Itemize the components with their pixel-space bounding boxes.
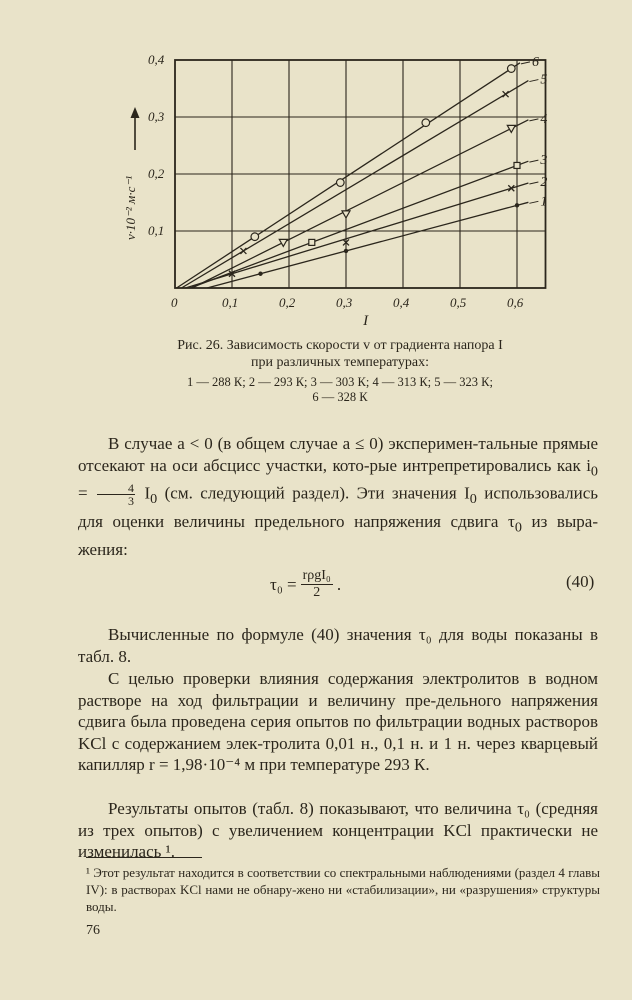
y-tick-label: 0,4 [148, 55, 165, 67]
y-tick-label: 0,2 [148, 166, 165, 181]
legend-line-1: 1 — 288 К; 2 — 293 К; 3 — 303 К; 4 — 313 К; 5 — 323 К; [187, 375, 493, 389]
y-tick-label: 0,1 [148, 223, 165, 238]
formula-40: τ₀ = $\frac{\text{rρgI₀}}{2}$ . [270, 568, 342, 600]
formula-fraction: $\frac{\text{rρgI₀}}{2}$ [302, 568, 331, 600]
y-arrow-head [131, 107, 140, 118]
paragraph-4: Результаты опытов (табл. 8) показывают, что величина τ₀ (средняя из трех опытов) с увеличением концентрации KCl практически не изменилась ¹. [78, 799, 598, 861]
velocity-gradient-chart [100, 55, 560, 330]
x-tick-label: 0,4 [393, 295, 410, 310]
marker-dot [515, 203, 519, 207]
marker-dot [258, 272, 262, 276]
series-leader [529, 80, 538, 82]
paragraph-1: В случае a < 0 (в общем случае a ≤ 0) эксперимен-тальные прямые отсекают на оси абсцисс участки, кото-рые интрепретировались как $i_0$ = $\frac{4}{3}$ $I_0$ (см. следующий раздел). Эти значения $I_0$ использовались для оценки величины предельного напряжения сдвига $\tau_0$ из выра-жения: [78, 434, 599, 559]
series-leader [529, 160, 538, 162]
series-leader [529, 119, 538, 121]
series-label-2: 2 [540, 175, 548, 191]
marker-triangle [279, 239, 287, 246]
marker-triangle [342, 211, 350, 218]
paragraph-3: С целью проверки влияния содержания электролитов в водном растворе на ход фильтрации и величину пре-дельного напряжения сдвига была проведена серия опытов по фильтрации водных растворов KCl с содержанием элек-тролита 0,01 н., 0,1 н. и 1 н. через кварцевый капилляр r = 1,98·10⁻⁴ м при температуре 293 К. [78, 669, 598, 774]
inline-fraction: $\frac{4}{3}$ [97, 482, 135, 507]
equation-number: (40) [566, 572, 595, 591]
x-tick-label: 0,2 [279, 295, 296, 310]
chart-series-lines [177, 63, 529, 288]
footnote: ¹ Этот результат находится в соответствии со спектральными наблюдениями (раздел 4 главы IV): в растворах KCl нами не обнару-жено ни «стабилизации», ни «разрушения» структуры воды. [86, 865, 600, 914]
chart-series-labels [521, 55, 547, 209]
x-tick-label: 0,1 [222, 295, 239, 310]
series-line-6 [177, 63, 520, 288]
x-tick-label: 0,5 [450, 295, 467, 310]
series-label-1: 1 [540, 194, 548, 210]
page-number: 76 [86, 923, 100, 938]
caption-line-1: Рис. 26. Зависимость скорости v от градиента напора I [177, 338, 503, 353]
caption-line-2: при различных температурах: [251, 355, 429, 370]
series-leader [529, 182, 538, 184]
figure-caption [110, 337, 570, 371]
chart-grid [175, 60, 546, 288]
chart-tick-labels [148, 55, 524, 310]
chart-series-markers [229, 65, 520, 277]
figure-legend [110, 375, 570, 405]
x-tick-label: 0,6 [507, 295, 524, 310]
marker-dot [344, 249, 348, 253]
marker-triangle [507, 125, 515, 132]
series-line-3 [190, 161, 528, 288]
series-label-3: 3 [540, 153, 548, 169]
series-label-6: 6 [531, 55, 539, 70]
series-line-5 [181, 81, 528, 288]
marker-square [309, 239, 315, 245]
paragraph-2: Вычисленные по формуле (40) значения τ₀ для воды показаны в табл. 8. [78, 625, 598, 666]
series-line-2 [185, 183, 528, 288]
marker-circle [251, 233, 259, 241]
marker-circle [508, 65, 516, 73]
series-leader [529, 201, 538, 203]
series-leader [521, 62, 530, 64]
y-axis-arrow [131, 107, 140, 150]
series-line-4 [192, 120, 528, 288]
x-tick-label: 0,3 [336, 295, 353, 310]
y-axis-label: v·10⁻² м·с⁻¹ [123, 175, 138, 240]
marker-square [514, 162, 520, 168]
series-line-1 [207, 202, 528, 288]
marker-circle [422, 119, 430, 127]
footnote-rule [86, 857, 202, 858]
series-label-5: 5 [540, 72, 548, 88]
x-tick-label: 0 [171, 295, 178, 310]
marker-circle [337, 179, 345, 187]
legend-line-2: 6 — 328 К [312, 390, 368, 404]
series-label-4: 4 [540, 111, 548, 127]
x-axis-label: I [363, 313, 369, 329]
marker-cross [240, 248, 246, 254]
marker-cross [503, 91, 509, 97]
y-tick-label: 0,3 [148, 109, 165, 124]
